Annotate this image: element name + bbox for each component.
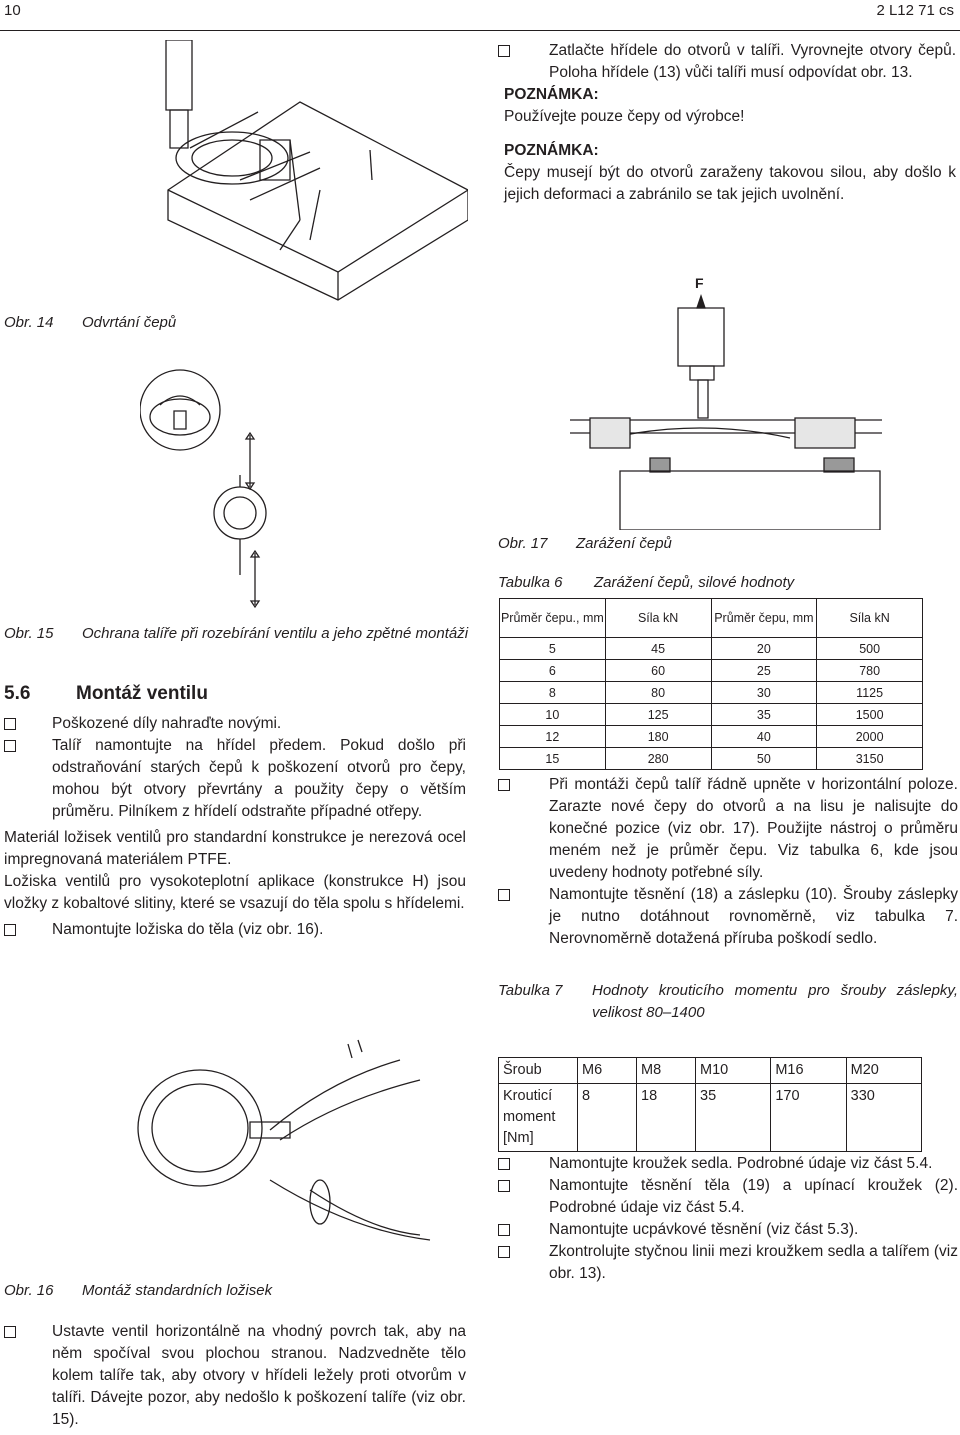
- table-row: [500, 748, 923, 770]
- table-header-cell: Síla kN: [817, 599, 923, 638]
- figure-17-title: Zarážení čepů: [576, 535, 672, 552]
- figure-14-caption: [4, 312, 176, 334]
- checkbox-icon: [498, 889, 510, 901]
- checkbox-icon: [4, 718, 16, 730]
- table-cell: 125: [605, 704, 711, 726]
- table-cell: 180: [605, 726, 711, 748]
- bullet-text: Zatlačte hřídele do otvorů v talíři. Vyrovnejte otvory čepů. Poloha hřídele (13) vůči talíři musí odpovídat obr. 13.: [549, 42, 956, 81]
- table-cell: M16: [771, 1058, 846, 1084]
- figure-15-drawing: [140, 365, 290, 610]
- figure-17-caption: [498, 533, 672, 555]
- table-header-cell: Síla kN: [605, 599, 711, 638]
- checkbox-icon: [498, 1158, 510, 1170]
- table-row: [500, 726, 923, 748]
- table-cell: 80: [605, 682, 711, 704]
- table-cell: M20: [846, 1058, 921, 1084]
- bullet-text: Ustavte ventil horizontálně na vhodný povrch tak, aby na něm spočíval svou plochou stranou. Nadzvedněte tělo kolem talíře tak, aby otvory v hřídeli ležely proti otvorům v talíři. Dávejte pozor, aby nedošlo k poškození talíře (viz obr. 15).: [52, 1323, 466, 1428]
- table-cell: 18: [637, 1084, 696, 1152]
- table-cell: 60: [605, 660, 711, 682]
- checkbox-icon: [4, 740, 16, 752]
- figure-15-title: Ochrana talíře při rozebírání ventilu a jeho zpětné montáži: [82, 625, 469, 642]
- table-header-cell: Průměr čepu, mm: [711, 599, 817, 638]
- bullet-mount-disc: [4, 735, 466, 823]
- figure-15-number: Obr. 15: [4, 625, 54, 642]
- bullet-body-seal: [498, 1175, 958, 1219]
- table-cell: 15: [500, 748, 606, 770]
- table-header-cell: Průměr čepu., mm: [500, 599, 606, 638]
- figure-16-drawing: [120, 1030, 460, 1270]
- bullet-text: Namontujte kroužek sedla. Podrobné údaje viz část 5.4.: [549, 1155, 933, 1172]
- table-cell: 2000: [817, 726, 923, 748]
- table-cell: 8: [578, 1084, 637, 1152]
- figure-14-title: Odvrtání čepů: [82, 314, 177, 331]
- bullet-text: Namontujte těsnění (18) a záslepku (10). Šrouby záslepky je nutno dotáhnout rovnoměrně, viz tabulka 7. Nerovnoměrně dotažená příruba poškodí sedlo.: [549, 886, 958, 947]
- figure-17-number: Obr. 17: [498, 535, 548, 552]
- table-7-caption: [498, 980, 958, 1024]
- bullet-text: Talíř namontujte na hřídel předem. Pokud došlo při odstraňování starých čepů k poškození otvorů pro čepy, mohou být otvory převrtány a použity čepy o větším průměru. Pilníkem z hřídelí odstraňte případné otřepy.: [52, 737, 466, 820]
- table-6-title: Zarážení čepů, silové hodnoty: [594, 574, 795, 591]
- table-row: [500, 682, 923, 704]
- figure-17-drawing: [570, 268, 882, 530]
- table-6: [499, 598, 923, 770]
- table-6-caption: [498, 572, 794, 594]
- bullet-text: Namontujte ložiska do těla (viz obr. 16).: [52, 921, 324, 938]
- table-cell: 5: [500, 638, 606, 660]
- checkbox-icon: [498, 1224, 510, 1236]
- note-text: Čepy musejí být do otvorů zaraženy takovou silou, aby došlo k jejich deformaci a zabránilo se tak jejich uvolnění.: [504, 164, 956, 203]
- note-heading: POZNÁMKA:: [504, 86, 599, 103]
- table-row: [500, 660, 923, 682]
- table-cell: 330: [846, 1084, 921, 1152]
- bullet-text: Zkontrolujte styčnou linii mezi kroužkem sedla a talířem (viz obr. 13).: [549, 1243, 958, 1282]
- table-cell: Krouticí moment [Nm]: [499, 1084, 578, 1152]
- table-cell: Šroub: [499, 1058, 578, 1084]
- table-row: [499, 1084, 922, 1152]
- document-code: 2 L12 71 cs: [876, 2, 954, 19]
- bullet-mount-seal: [498, 884, 958, 950]
- table-cell: 1125: [817, 682, 923, 704]
- table-7-number: Tabulka 7: [498, 982, 563, 999]
- checkbox-icon: [498, 779, 510, 791]
- bullet-packing: [498, 1219, 958, 1241]
- table-7: [498, 1057, 922, 1152]
- figure-14-drawing: [150, 40, 468, 308]
- bullet-replace-parts: [4, 713, 466, 735]
- bullet-text: Poškozené díly nahraďte novými.: [52, 715, 282, 732]
- note-text: Používejte pouze čepy od výrobce!: [504, 108, 745, 125]
- checkbox-icon: [4, 924, 16, 936]
- table-6-number: Tabulka 6: [498, 574, 563, 591]
- header-rule: [0, 30, 960, 31]
- table-cell: M10: [696, 1058, 771, 1084]
- bullet-text: Namontujte ucpávkové těsnění (viz část 5.3).: [549, 1221, 859, 1238]
- table-cell: M8: [637, 1058, 696, 1084]
- table-cell: 30: [711, 682, 817, 704]
- left-bottom-text: [4, 1321, 466, 1431]
- figure-16-title: Montáž standardních ložisek: [82, 1282, 273, 1299]
- table-row: [500, 704, 923, 726]
- table-cell: 280: [605, 748, 711, 770]
- table-cell: 6: [500, 660, 606, 682]
- bullet-mount-bearings: [4, 919, 466, 941]
- figure-14-number: Obr. 14: [4, 314, 54, 331]
- checkbox-icon: [498, 1246, 510, 1258]
- table-cell: 500: [817, 638, 923, 660]
- bullet-clamp-disc: [498, 774, 958, 884]
- table-header-row: [500, 599, 923, 638]
- table-cell: 25: [711, 660, 817, 682]
- right-bottom-text: [498, 1153, 958, 1285]
- note-heading: POZNÁMKA:: [504, 142, 599, 159]
- bullet-text: Namontujte těsnění těla (19) a upínací kroužek (2). Podrobné údaje viz část 5.4.: [549, 1177, 958, 1216]
- table-cell: 35: [696, 1084, 771, 1152]
- table-cell: 1500: [817, 704, 923, 726]
- table-cell: 45: [605, 638, 711, 660]
- section-5-6: [4, 683, 466, 941]
- figure-15-caption: [4, 623, 474, 645]
- bullet-check-line: [498, 1241, 958, 1285]
- table-cell: 35: [711, 704, 817, 726]
- bullet-level-valve: [4, 1321, 466, 1431]
- page-number: 10: [4, 2, 21, 19]
- bullet-text: Při montáži čepů talíř řádně upněte v horizontální poloze. Zarazte nové čepy do otvorů a na lisu je nalisujte do konečné pozice (viz obr. 17). Použijte nástroj o průměru meném než je průměr čepu. Viz tabulka 6, kde jsou uvedeny hodnoty potřebné síly.: [549, 776, 958, 881]
- force-label: F: [695, 275, 704, 291]
- paragraph-high-temp: Ložiska ventilů pro vysokoteplotní aplikace (konstrukce H) jsou vložky z kobaltové slitiny, které se vsazují do těla spolu s hřídelemi.: [4, 873, 466, 912]
- table-7-title: Hodnoty krouticího momentu pro šrouby záslepky, velikost 80–1400: [592, 982, 958, 1021]
- table-cell: 8: [500, 682, 606, 704]
- figure-16-number: Obr. 16: [4, 1282, 54, 1299]
- table-cell: 3150: [817, 748, 923, 770]
- table-row: [500, 638, 923, 660]
- checkbox-icon: [498, 1180, 510, 1192]
- section-heading: [4, 683, 466, 705]
- paragraph-bearing-material: Materiál ložisek ventilů pro standardní konstrukce je nerezová ocel impregnovaná materiálem PTFE.: [4, 829, 466, 868]
- section-title: Montáž ventilu: [76, 683, 208, 704]
- table-cell: 20: [711, 638, 817, 660]
- table-cell: 780: [817, 660, 923, 682]
- table-row: [499, 1058, 922, 1084]
- table-cell: 12: [500, 726, 606, 748]
- table-cell: 170: [771, 1084, 846, 1152]
- bullet-seat-ring: [498, 1153, 958, 1175]
- bullet-press-shafts: [498, 40, 956, 84]
- section-number: 5.6: [4, 683, 31, 704]
- table-cell: 10: [500, 704, 606, 726]
- right-top-text: [498, 40, 956, 206]
- figure-16-caption: [4, 1280, 272, 1302]
- checkbox-icon: [498, 45, 510, 57]
- table-cell: M6: [578, 1058, 637, 1084]
- checkbox-icon: [4, 1326, 16, 1338]
- right-mid-text: [498, 774, 958, 950]
- table-cell: 40: [711, 726, 817, 748]
- table-cell: 50: [711, 748, 817, 770]
